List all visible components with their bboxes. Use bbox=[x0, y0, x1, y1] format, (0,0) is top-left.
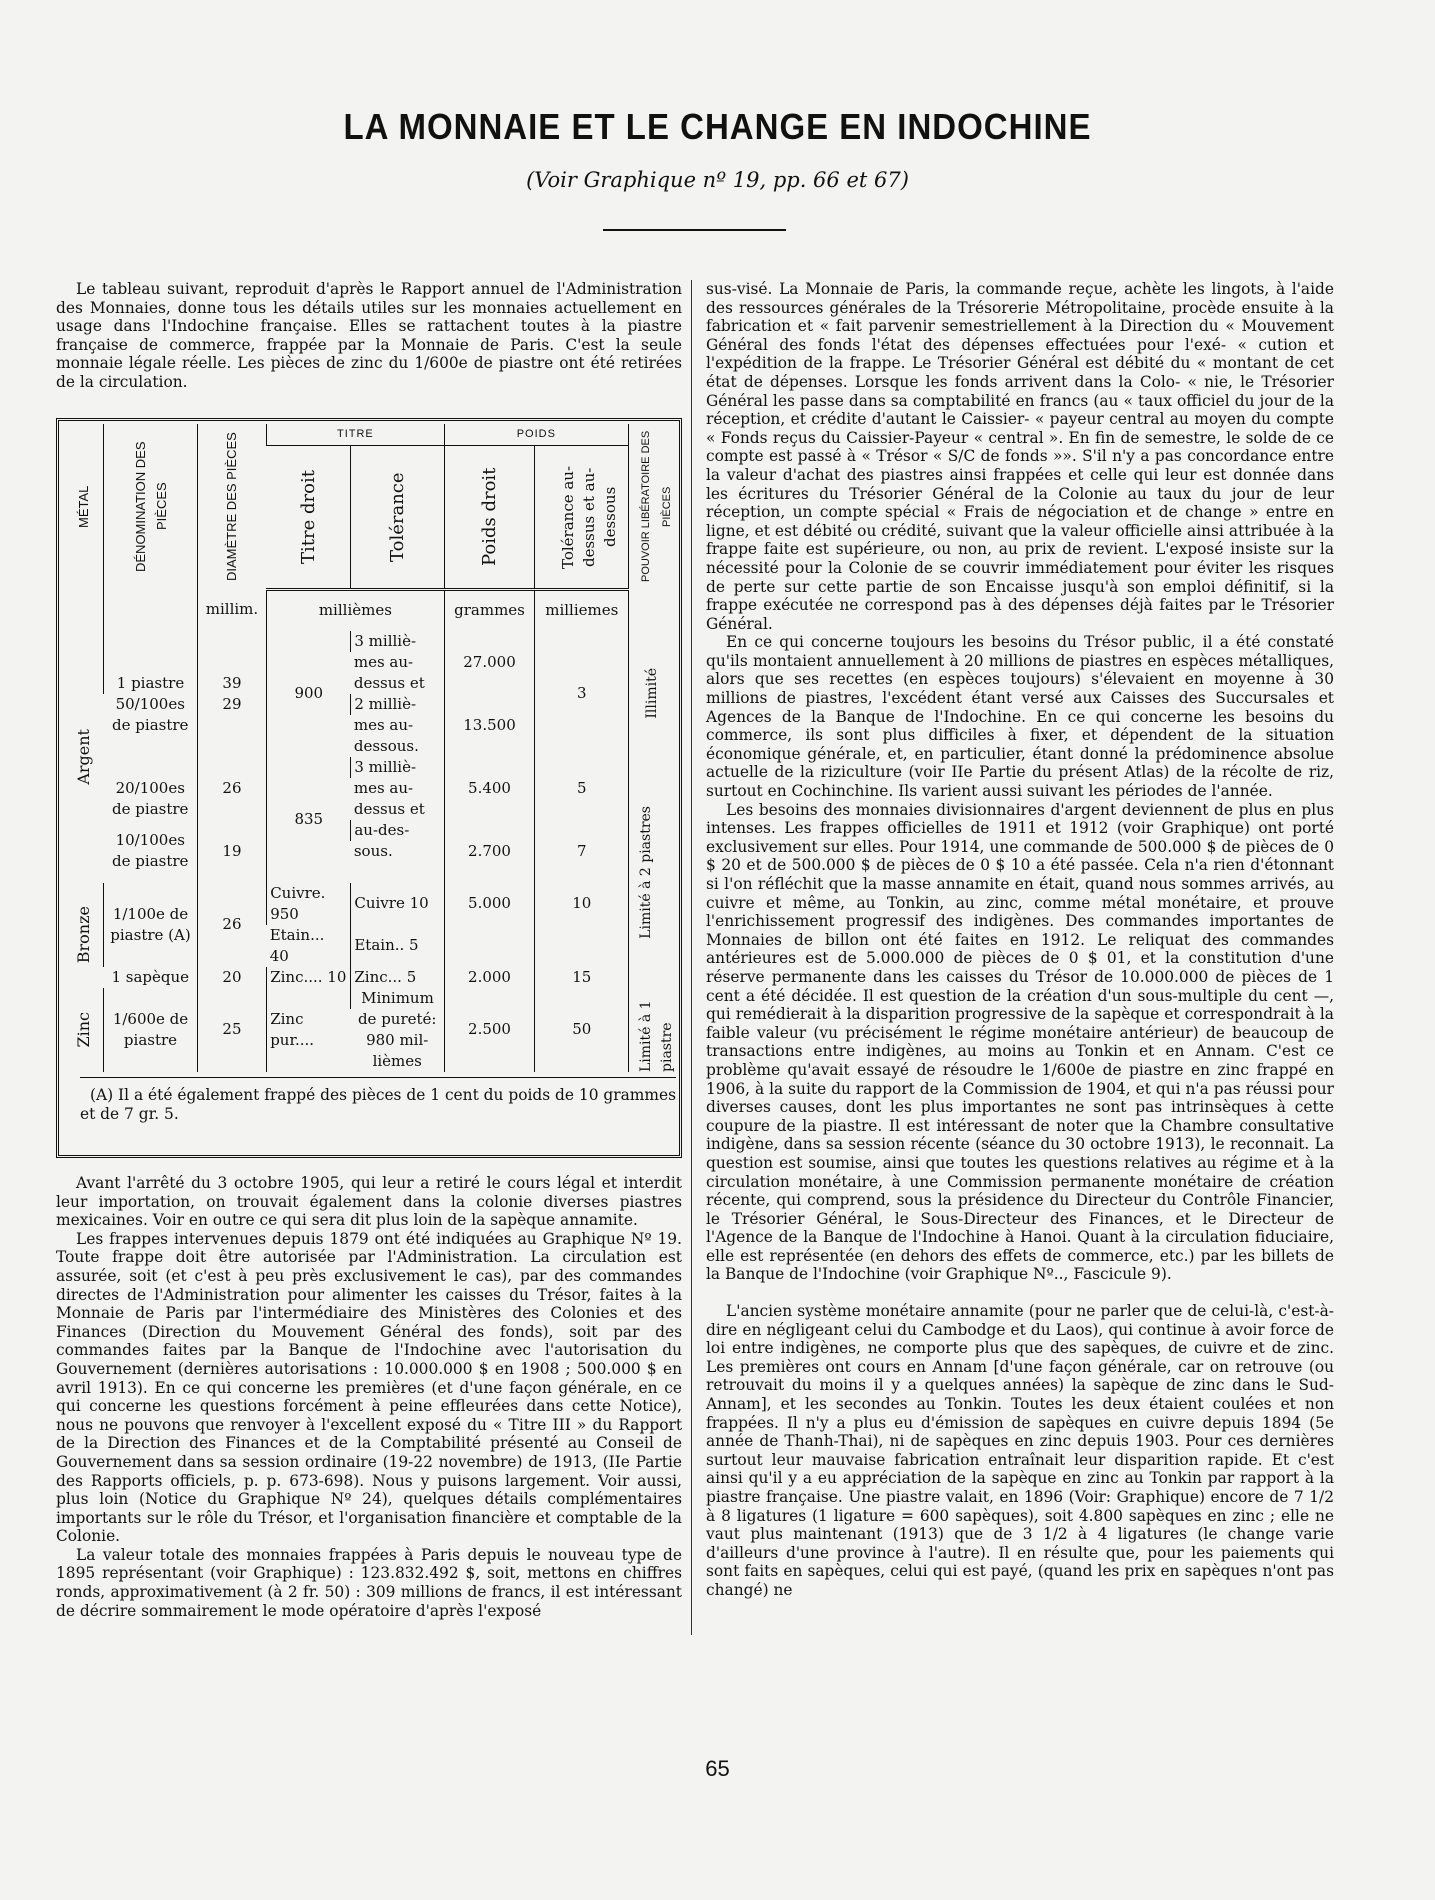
denom-20: 20/100es de piastre bbox=[112, 778, 189, 818]
header-titre: TITRE bbox=[267, 424, 444, 446]
bronze-titre-line: Cuivre. 950 bbox=[267, 883, 351, 925]
tol-line: 2 milliè- bbox=[351, 694, 444, 715]
header-tolerance: Tolérance bbox=[351, 446, 444, 589]
tolpoids-sapeque: 15 bbox=[535, 967, 629, 988]
tolpoids-argent1: 3 bbox=[535, 631, 629, 757]
units-row bbox=[64, 589, 676, 631]
tol-line: mes au- bbox=[353, 715, 414, 734]
tol-line: au-des- bbox=[351, 820, 444, 841]
pouvoir-limite2: Limité à 2 piastres bbox=[629, 757, 676, 988]
poids-1-100: 5.000 bbox=[444, 883, 535, 925]
diam-50: 29 bbox=[197, 694, 266, 757]
tol-line: mes au- bbox=[353, 778, 414, 797]
paragraph: En ce qui concerne toujours les besoins du Trésor public, il a été constaté qu'ils montaient annuellement à 20 millions de piastres en espèces métalliques, alors que ses recettes (en espèces toujours) s'élevaient en moyenne à 30 millions de piastres, l'excédent étant versé aux Caisses des Succursales et Agences de la Banque de l'Indochine. En ce qui concerne les besoins du commerce, ils sont plus difficiles à fixer, et dépendent de la situation économique générale, et, en particulier, étant donné la prédominence absolue actuelle de la riziculture (voir IIe Partie du présent Atlas) de la récolte de riz, surtout en Cochinchine. Ils varient aussi suivant les périodes de l'année. bbox=[706, 633, 1334, 801]
titre-900: 900 bbox=[267, 631, 351, 757]
unit-poids: grammes bbox=[444, 589, 535, 631]
tol-line: dessus et bbox=[353, 673, 425, 692]
tol-line: sous. bbox=[353, 841, 393, 860]
column-divider bbox=[691, 280, 692, 1635]
diam-sapeque: 20 bbox=[197, 967, 266, 988]
header-pouvoir: POUVOIR LIBÉRATOIRE DES PIÈCES bbox=[629, 424, 676, 589]
header-poids: POIDS bbox=[444, 424, 629, 446]
unit-diametre: millim. bbox=[197, 589, 266, 631]
diam-10: 19 bbox=[197, 820, 266, 883]
header-tolerance-poids: Tolérance au-dessus et au-dessous bbox=[535, 446, 629, 589]
zinc-tol-line: Minimum bbox=[351, 988, 444, 1009]
page-number: 65 bbox=[705, 1756, 730, 1781]
paragraph: Avant l'arrêté du 3 octobre 1905, qui leur a retiré le cours légal et interdit leur importation, on trouvait également dans la colonie diverses piastres mexicaines. Voir en outre ce qui sera dit plus loin de la sapèque annamite. bbox=[56, 1174, 682, 1230]
titre-zinc: Zinc pur.... bbox=[267, 988, 351, 1072]
zinc-tol-line: de pureté: bbox=[357, 1009, 437, 1028]
diam-1-piastre: 39 bbox=[197, 631, 266, 694]
left-column-text bbox=[56, 1174, 682, 1620]
poids-1-600: 2.500 bbox=[444, 988, 535, 1072]
denom-sapeque: 1 sapèque bbox=[111, 967, 190, 986]
intro-text: Le tableau suivant, reproduit d'après le Rapport annuel de l'Administration des Monnaies, donne tous les détails utiles sur les monnaies actuellement en usage dans l'Indochine française. Elles se rattachent toutes à la piastre française de commerce, frappée par la Monnaie de Paris. C'est la seule monnaie légale réelle. Les pièces de zinc du 1/600e de piastre ont été retirées de la circulation. bbox=[56, 280, 682, 391]
group-bronze: Bronze bbox=[74, 906, 94, 964]
title-rule bbox=[603, 229, 786, 231]
header-titre-droit: Titre droit bbox=[267, 446, 351, 589]
paragraph: sus-visé. La Monnaie de Paris, la commande reçue, achète les lingots, à l'aide des ressources générales de la Trésorerie Métropolitaine, procède ensuite à la fabrication et « fait parvenir semestriellement à la Direction du « Mouvement Général des fonds l'état des dépenses effectuées pour l'exé- « cution et l'expédition de la frappe. Le Trésorier Général est débité du « montant de cet état de dépenses. Lorsque les fonds arrivent dans la Colo- « nie, le Trésorier Général les passe dans sa comptabilité en francs (au « taux officiel du jour de la réception, et crédite d'autant le Caissier- « payeur central au moyen du compte « Fonds reçus du Caissier-Payeur « central ». En fin de semestre, le solde de ce compte est passé à « Trésor « S/C de fonds »». S'il n'y a pas concordance entre la valeur d'achat des piastres ainsi frappées et celle qui leur est donnée dans les écritures du Trésorier Général de la Colonie au taux du jour de leur réception, un compte spécial « Frais de négociation et de change » entre en ligne, et est débité ou crédité, suivant que la valeur officielle ainsi attribuée à la frappe faite est supérieure, ou non, au prix de revient. L'exposé insiste sur la nécessité pour la Colonie de se couvrir immédiatement pour éviter les risques de perte sur cette partie de son Encaisse jusqu'à son emploi définitif, si la frappe exécutée ne correspond pas à des dépenses déjà faites par le Trésorier Général. bbox=[706, 280, 1334, 633]
tol-line: mes au- bbox=[353, 652, 414, 671]
denom-10: 10/100es de piastre bbox=[112, 831, 189, 870]
paragraph: Les besoins des monnaies divisionnaires d'argent deviennent de plus en plus intenses. Les frappes officielles de 1911 et 1912 (voir Graphique) ont porté exclusivement sur elles. Pour 1914, une commande de 500.000 $ de pièces de 0 $ 20 et de 500.000 $ de pièces de 0 $ 10 a été passée. Cela n'a rien d'étonnant si l'on réfléchit que la masse annamite en était, quand nous sommes arrivés, au cuivre et même, au Tonkin, au zinc, comme métal monétaire, et prouve l'enrichissement progressif des indigènes. Des commandes importantes de Monnaies de billon ont été faites en 1912. Le reliquat des commandes antérieures est de 5.000.000 de pièces de 0 $ 01, et la constitution d'une réserve permanente dans les caisses du Trésor de 10.000.000 de pièces de 1 cent a été décidée. Il est question de la création d'un sous-multiple du cent —, qui remédierait à la disparition progressive de la sapèque et correspondrait à la faible valeur (vu précisément le régime monétaire antérieur) de beaucoup de transactions entre indigènes, au moins au Tonkin et en Annam. C'est ce problème qu'avait essayé de résoudre le 1/600e de piastre en zinc frappé en 1906, à la suite du rapport de la Commission de 1904, et qui n'a pas réussi pour diverses causes, dont les plus importantes ne sont pas intrinsèques à cette coupure de la piastre. Il est intéressant de noter que la Chambre consultative indigène, dans sa session récente (séance du 30 octobre 1913), le reconnait. La question est soumise, ainsi que toutes les questions relatives au régime et à la circulation monétaire, à une Commission permanente monétaire de création récente, qui comprend, sous la présidence du Directeur du Contrôle Financier, le Trésorier Général, le Sous-Directeur des Finances, et le Directeur de l'Agence de la Banque de l'Indochine à Hanoi. Quant à la circulation fiduciaire, elle est représentée (en dehors des effets de commerce, etc.) par les billets de la Banque de l'Indochine (voir Graphique Nº.., Fascicule 9). bbox=[706, 800, 1334, 1284]
denom-1-100: 1/100e de piastre (A) bbox=[104, 883, 198, 967]
tol-line: 3 milliè- bbox=[351, 631, 444, 652]
tol-line: dessous. bbox=[353, 736, 419, 755]
poids-10: 2.700 bbox=[444, 820, 535, 883]
header-poids-droit: Poids droit bbox=[444, 446, 535, 589]
denom-1-600: 1/600e de piastre bbox=[104, 988, 198, 1072]
bronze-tol-line: Cuivre 10 bbox=[351, 883, 444, 925]
poids-1-piastre: 27.000 bbox=[444, 631, 535, 694]
poids-sapeque: 2.000 bbox=[444, 967, 535, 988]
pouvoir-limite1: Limité à 1 piastre bbox=[629, 988, 676, 1072]
table-note: (A) Il a été également frappé des pièces de 1 cent du poids de 10 grammes et de 7 gr. 5. bbox=[80, 1077, 676, 1124]
pouvoir-illimite: Illimité bbox=[629, 631, 676, 757]
paragraph: La valeur totale des monnaies frappées à Paris depuis le nouveau type de 1895 représentant (voir Graphique) : 123.832.492 $, soit, mettons en chiffres ronds, approximativement (à 2 fr. 50) : 309 millions de francs, il est intéressant de décrire sommairement le mode opératoire d'après l'exposé bbox=[56, 1545, 682, 1620]
diam-20: 26 bbox=[197, 757, 266, 820]
tolpoids-1-100: 10 bbox=[535, 883, 629, 925]
bronze-tol-line: Etain.. 5 bbox=[351, 925, 444, 967]
bronze-titre-line: Etain... 40 bbox=[269, 925, 325, 965]
denom-50: 50/100es de piastre bbox=[112, 694, 189, 734]
unit-titre: millièmes bbox=[267, 589, 444, 631]
diam-1-100: 26 bbox=[197, 883, 266, 967]
tolpoids-1-600: 50 bbox=[535, 988, 629, 1072]
group-argent: Argent bbox=[74, 728, 94, 785]
table-row bbox=[64, 631, 676, 652]
right-column-text bbox=[706, 280, 1334, 1600]
tolpoids-20: 5 bbox=[535, 757, 629, 820]
unit-tolerance: milliemes bbox=[535, 589, 629, 631]
poids-50: 13.500 bbox=[444, 694, 535, 757]
page-title: LA MONNAIE ET LE CHANGE EN INDOCHINE bbox=[343, 106, 1092, 147]
zinc-tol-line: lièmes bbox=[372, 1051, 422, 1070]
page-subtitle: (Voir Graphique nº 19, pp. 66 et 67) bbox=[526, 168, 909, 192]
tol-line: 3 milliè- bbox=[351, 757, 444, 778]
group-zinc: Zinc bbox=[74, 1011, 94, 1048]
poids-20: 5.400 bbox=[444, 757, 535, 820]
denom-1-piastre: 1 piastre bbox=[104, 631, 198, 694]
header-diametre: DIAMÈTRE DES PIÈCES bbox=[197, 424, 266, 589]
diam-1-600: 25 bbox=[197, 988, 266, 1072]
tolpoids-10: 7 bbox=[535, 820, 629, 883]
header-denomination: DÉNOMINATION DES PIÈCES bbox=[104, 424, 198, 589]
header-metal: MÉTAL bbox=[76, 485, 92, 528]
intro-paragraph bbox=[56, 280, 682, 392]
paragraph: Les frappes intervenues depuis 1879 ont été indiquées au Graphique Nº 19. Toute frappe doit être autorisée par l'Administration. La circulation est assurée, soit (et c'est à peu près exclusivement le cas), par des commandes directes de l'Administration pour alimenter les caisses du Trésor, faites à la Monnaie de Paris par l'intermédiaire des Ministères des Colonies et des Finances (Direction du Mouvement Général des fonds), soit par des commandes faites par la Banque de l'Indochine avec l'autorisation du Gouvernement (dernières autorisations : 10.000.000 $ en 1908 ; 500.000 $ en avril 1913). En ce qui concerne les premières (et d'une façon générale, en ce qui concerne les questions forcément à peine effleurées dans cette Notice), nous ne pouvons que renvoyer à l'excellent exposé du « Titre III » du Rapport de la Direction des Finances et de la Comptabilité présenté au Conseil de Gouvernement dans sa session ordinaire (19-22 novembre) de 1913, (IIe Partie des Rapports officiels, p. p. 673-698). Nous y puisons largement. Voir aussi, plus loin (Notice du Graphique Nº 24), quelques détails complémentaires importants sur le rôle du Trésor, et l'organisation financière et comptable de la Colonie. bbox=[56, 1229, 682, 1546]
bronze-titre-line: Zinc.... 10 bbox=[267, 967, 351, 988]
tol-line: dessus et bbox=[353, 799, 425, 818]
titre-835: 835 bbox=[267, 757, 351, 883]
paragraph: L'ancien système monétaire annamite (pour ne parler que de celui-là, c'est-à-dire en négligeant celui du Cambodge et du Laos), qui continue à avoir force de loi entre indigènes, ne comporte plus que des sapèques, de cuivre et de zinc. Les premières ont cours en Annam [d'une façon générale, car on retrouve (ou retrouvait du moins il y a quelques années) la sapèque de zinc dans le Sud-Annam], et les secondes au Tonkin. Toutes les deux étaient coulées et non frappées. Il n'y a plus eu d'émission de sapèques en cuivre depuis 1894 (5e année de Thanh-Thai), ni de sapèques en zinc depuis 1903. Pour ces dernières surtout leur mauvaise fabrication entraînait leur disparition rapide. Et c'est ainsi qu'il y a eu appréciation de la sapèque en zinc au Tonkin par rapport à la piastre française. Une piastre valait, en 1896 (Voir: Graphique) encore de 7 1/2 à 8 ligatures (1 ligature = 600 sapèques), soit 4.800 sapèques en zinc ; elle ne vaut plus maintenant (1913) que de 3 1/2 à 4 ligatures (le change varie d'ailleurs d'une province à l'autre). Il en résulte que, pour les paiements qui sont faits en sapèques, celui qui est payé, (quand les prix en sapèques n'ont pas changé) ne bbox=[706, 1302, 1334, 1599]
bronze-tol-line: Zinc... 5 bbox=[351, 967, 444, 988]
coin-table bbox=[64, 424, 676, 1072]
zinc-tol-line: 980 mil- bbox=[366, 1030, 429, 1049]
